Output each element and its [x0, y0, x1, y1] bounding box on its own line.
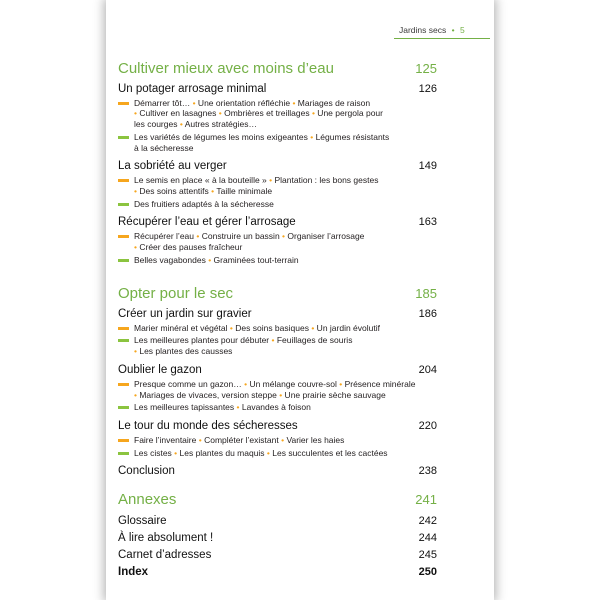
chapter-title: Récupérer l’eau et gérer l’arrosage — [118, 216, 296, 229]
bullet-separator: • — [192, 97, 196, 108]
topic-line: • Mariages de vivaces, version steppe • Une prairie sèche sauvage — [134, 389, 386, 400]
part-heading — [118, 490, 437, 510]
topic-line: • Cultiver en lasagnes • Ombrières et treillages • Une pergola pour — [134, 108, 383, 119]
bullet-separator: • — [269, 175, 273, 186]
annex-title: Index — [118, 566, 149, 579]
topic-group — [118, 335, 437, 356]
topic-line: à la sécheresse — [134, 142, 194, 153]
chapter-title: Le tour du monde des sécheresses — [118, 419, 298, 432]
topic-line: Presque comme un gazon… • Un mélange couvre-sol • Présence minérale — [134, 378, 416, 389]
part-heading — [118, 284, 437, 304]
bullet-separator: • — [211, 185, 215, 196]
orange-marker — [118, 439, 129, 442]
annex-entry — [118, 565, 437, 579]
toc-chapter — [118, 82, 437, 154]
part-page-number: 241 — [415, 492, 437, 508]
bullet-separator: • — [266, 447, 270, 458]
chapter-page-number: 220 — [418, 419, 437, 432]
topic-group — [118, 98, 437, 130]
green-marker — [118, 136, 129, 139]
part-page-number: 185 — [415, 286, 437, 302]
toc-chapter — [118, 307, 437, 357]
running-header-rule — [394, 38, 490, 39]
annex-page-number: 244 — [418, 532, 437, 545]
chapter-page-number: 238 — [418, 465, 437, 478]
book-page — [106, 0, 494, 600]
part-title: Cultiver mieux avec moins d’eau — [118, 60, 334, 77]
chapter-title: Oublier le gazon — [118, 363, 202, 376]
green-marker — [118, 259, 129, 262]
bullet-separator: • — [179, 119, 183, 129]
topic-line: Les variétés de légumes les moins exigeantes • Légumes résistants — [134, 131, 390, 142]
chapter-heading — [118, 82, 437, 96]
green-marker — [118, 339, 129, 342]
bullet-separator: • — [311, 108, 315, 119]
orange-marker — [118, 327, 129, 330]
topic-line: Les cistes • Les plantes du maquis • Les succulentes et les cactées — [134, 447, 388, 458]
chapter-heading — [118, 307, 437, 321]
topic-line: Faire l’inventaire • Compléter l’existant • Varier les haies — [134, 434, 345, 445]
topic-group — [118, 379, 437, 400]
chapter-title: Conclusion — [118, 465, 175, 478]
bullet-separator: • — [236, 402, 240, 413]
annex-title: Carnet d’adresses — [118, 549, 212, 562]
orange-marker — [118, 179, 129, 182]
green-marker — [118, 406, 129, 409]
chapter-page-number: 204 — [418, 363, 437, 376]
topic-group — [118, 255, 437, 266]
bullet-separator: • — [134, 389, 137, 400]
bullet-separator: • — [339, 378, 343, 389]
toc-chapter — [118, 363, 437, 413]
chapter-title: Un potager arrosage minimal — [118, 82, 267, 95]
bullet-separator: • — [229, 322, 233, 333]
running-header-title: Jardins secs — [399, 25, 447, 35]
toc-part — [118, 284, 437, 478]
topic-group — [118, 231, 437, 252]
topic-line: Des fruitiers adaptés à la sécheresse — [134, 198, 274, 209]
topic-group — [118, 323, 437, 334]
annex-page-number: 245 — [418, 549, 437, 562]
bullet-separator: • — [311, 322, 315, 333]
bullet-separator: • — [279, 389, 283, 400]
annex-page-number: 242 — [418, 515, 437, 528]
topic-line: Les meilleures tapissantes • Lavandes à foison — [134, 402, 311, 413]
chapter-heading — [118, 363, 437, 377]
chapter-page-number: 163 — [418, 216, 437, 229]
bullet-separator: • — [198, 434, 202, 445]
annex-entry — [118, 514, 437, 528]
topic-line: les courges • Autres stratégies… — [134, 119, 257, 129]
running-header-bullet: • — [451, 25, 455, 35]
part-title: Opter pour le sec — [118, 285, 234, 303]
bullet-separator: • — [196, 231, 200, 242]
chapter-heading — [118, 419, 437, 433]
annex-title: Glossaire — [118, 515, 167, 528]
annex-page-number: 250 — [418, 566, 437, 579]
chapter-heading — [118, 215, 437, 229]
topic-line: • Des soins attentifs • Taille minimale — [134, 185, 273, 196]
bullet-separator: • — [174, 447, 178, 458]
annex-title: À lire absolument ! — [118, 532, 214, 545]
topic-group — [118, 448, 437, 459]
chapter-heading — [118, 464, 437, 478]
orange-marker — [118, 102, 129, 105]
bullet-separator: • — [208, 254, 212, 265]
toc-part — [118, 59, 437, 265]
bullet-separator: • — [244, 378, 248, 389]
table-of-contents — [118, 59, 437, 579]
bullet-separator: • — [310, 131, 314, 142]
bullet-separator: • — [134, 241, 137, 252]
annex-entry — [118, 548, 437, 562]
bullet-separator: • — [292, 97, 296, 108]
topic-line: Les meilleures plantes pour débuter • Feuillages de souris — [134, 335, 353, 346]
topic-line: Démarrer tôt… • Une orientation réfléchie • Mariages de raison — [134, 97, 371, 108]
topic-line: Belles vagabondes • Graminées tout-terrain — [134, 254, 299, 265]
toc-part — [118, 490, 437, 579]
green-marker — [118, 203, 129, 206]
chapter-title: Créer un jardin sur gravier — [118, 307, 252, 320]
topic-line: • Les plantes des causses — [134, 346, 233, 357]
topic-group — [118, 402, 437, 413]
topic-line: Récupérer l’eau • Construire un bassin • Organiser l’arrosage — [134, 231, 365, 242]
bullet-separator: • — [271, 335, 275, 346]
part-heading — [118, 59, 437, 79]
chapter-page-number: 149 — [418, 160, 437, 173]
bullet-separator: • — [134, 346, 137, 357]
toc-chapter — [118, 419, 437, 459]
topic-group — [118, 435, 437, 446]
toc-chapter — [118, 464, 437, 478]
bullet-separator: • — [218, 108, 222, 119]
topic-line: Le semis en place « à la bouteille » • Plantation : les bons gestes — [134, 175, 379, 186]
topic-line: Marier minéral et végétal • Des soins basiques • Un jardin évolutif — [134, 322, 380, 333]
chapter-page-number: 126 — [418, 82, 437, 95]
part-title: Annexes — [118, 491, 177, 509]
orange-marker — [118, 235, 129, 238]
green-marker — [118, 452, 129, 455]
bullet-separator: • — [281, 434, 285, 445]
running-header — [399, 25, 465, 35]
chapter-heading — [118, 159, 437, 173]
bullet-separator: • — [134, 108, 137, 119]
bullet-separator: • — [282, 231, 286, 242]
toc-chapter — [118, 215, 437, 265]
topic-line: • Créer des pauses fraîcheur — [134, 241, 243, 252]
annex-entry — [118, 531, 437, 545]
chapter-page-number: 186 — [418, 307, 437, 320]
topic-group — [118, 132, 437, 153]
bullet-separator: • — [134, 185, 137, 196]
topic-group — [118, 199, 437, 210]
chapter-title: La sobriété au verger — [118, 160, 227, 173]
part-page-number: 125 — [415, 61, 437, 76]
topic-group — [118, 175, 437, 196]
toc-chapter — [118, 159, 437, 209]
folio-page-number: 5 — [459, 25, 465, 35]
orange-marker — [118, 383, 129, 386]
